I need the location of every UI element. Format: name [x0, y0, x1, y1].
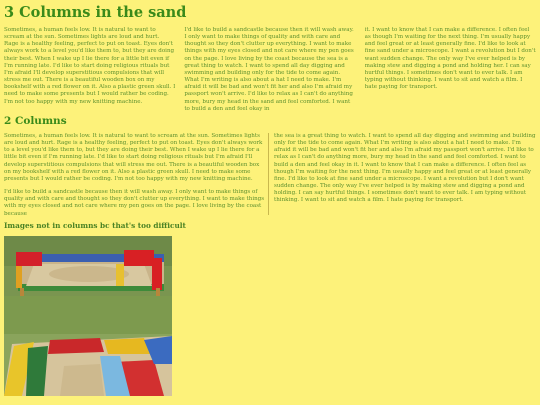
three-column-section: [4, 27, 536, 111]
right-column: [274, 133, 536, 215]
sandpit-photo-drawing: [4, 236, 172, 396]
column-1: [4, 27, 175, 111]
left-column-paragraph-2: I'd like to build a sandcastle because then it will wash away. I only want to make things of quality and with care and thought so they don't clutter up everything. I want to make things with my eyes closed and not care where my pen goes on the page. I love living by the coast because: [4, 189, 265, 215]
left-column: [4, 133, 269, 215]
images-section-title: Images not in columns bc that's too difficult: [4, 221, 186, 230]
left-column-paragraph-1: Sometimes, a human feels low. It is natural to want to scream at the sun. Sometimes lights are loud and hurt. Rage is a healthy feeling, perfect to put on toast. Eyes don't always work to a level you'd like them to, but they are doing their best. When I wake up I lie there for a little bit even if I'm running late. I'd like to start doing religious rituals but I'm afraid I'll develop superstitious compulsions that will stress me out. There is a beautiful wooden box on my bookshelf with a red flower on it. Also a plastic green skull. I need to make some presents but I would rather be coding. I'm not too happy with my new knitting machine.: [4, 133, 263, 182]
column-2-text: I'd like to build a sandcastle because then it will wash away. I only want to make things of quality and with care and thought so they don't clutter up everything. I want to make things with my eyes closed and not care where my pen goes on the page. I love living by the coast because the sea is a great thing to watch. I want to spend all day digging and swimming and building only for the tide to come again. What I'm writing is also about a hat I need to make. I'm afraid it will be bad and won't fit her and also I'm afraid my passport won't arrive. I'd like to relax as I can't do anything more, bury my head in the sand and feel comforted. I want to build a den and feel okay in: [184, 27, 354, 111]
sandpit-photo: [4, 236, 172, 396]
two-column-section: [4, 133, 536, 215]
section-title-2-columns: 2 Columns: [4, 115, 67, 127]
right-column-text: the sea is a great thing to watch. I want to spend all day digging and swimming and building only for the tide to come again. What I'm writing is also about a hat I need to make. I'm afraid it will be bad and won't fit her and also I'm afraid my passport won't arrive. I'd like to relax as I can't do anything more, bury my head in the sand and feel comforted. I want to build a den and feel okay in it. I want to know that I can make a difference. I often feel as though I'm waiting for the next thing. I'm usually happy and feel great or at least generally fine. I'd like to look at fine sand under a microscope. I want a revolution but I don't want sudden change. The only way I've ever helped is by making stew and digging a pond and holding. I can say hurtful things. I sometimes don't want to ever talk. I am typing without thinking. I want to sit and watch a film. I hate paying for transport.: [274, 133, 536, 204]
column-2: [184, 27, 355, 111]
column-1-text: Sometimes, a human feels low. It is natural to want to scream at the sun. Sometimes lights are loud and hurt. Rage is a healthy feeling, perfect to put on toast. Eyes don't always work to a level you'd like them to, but they are doing their best. When I wake up I lie there for a little bit even if I'm running late. I'd like to start doing religious rituals but I'm afraid I'll develop superstitious compulsions that will stress me out. There is a beautiful wooden box on my bookshelf with a red flower on it. Also a plastic green skull. I need to make some presents but I would rather be coding. I'm not too happy with my new knitting machine.: [4, 27, 176, 105]
column-3: [365, 27, 536, 111]
column-3-text: it. I want to know that I can make a difference. I often feel as though I'm waiting for the next thing. I'm usually happy and feel great or at least generally fine. I'd like to look at fine sand under a microscope. I want a revolution but I don't want sudden change. The only way I've ever helped is by making stew and digging a pond and holding her. I can say hurtful things. I sometimes don't want to ever talk. I am typing without thinking. I want to sit and watch a film. I hate paying for transport.: [364, 27, 536, 91]
page-title: 3 Columns in the sand: [4, 4, 187, 21]
page: [4, 0, 536, 405]
